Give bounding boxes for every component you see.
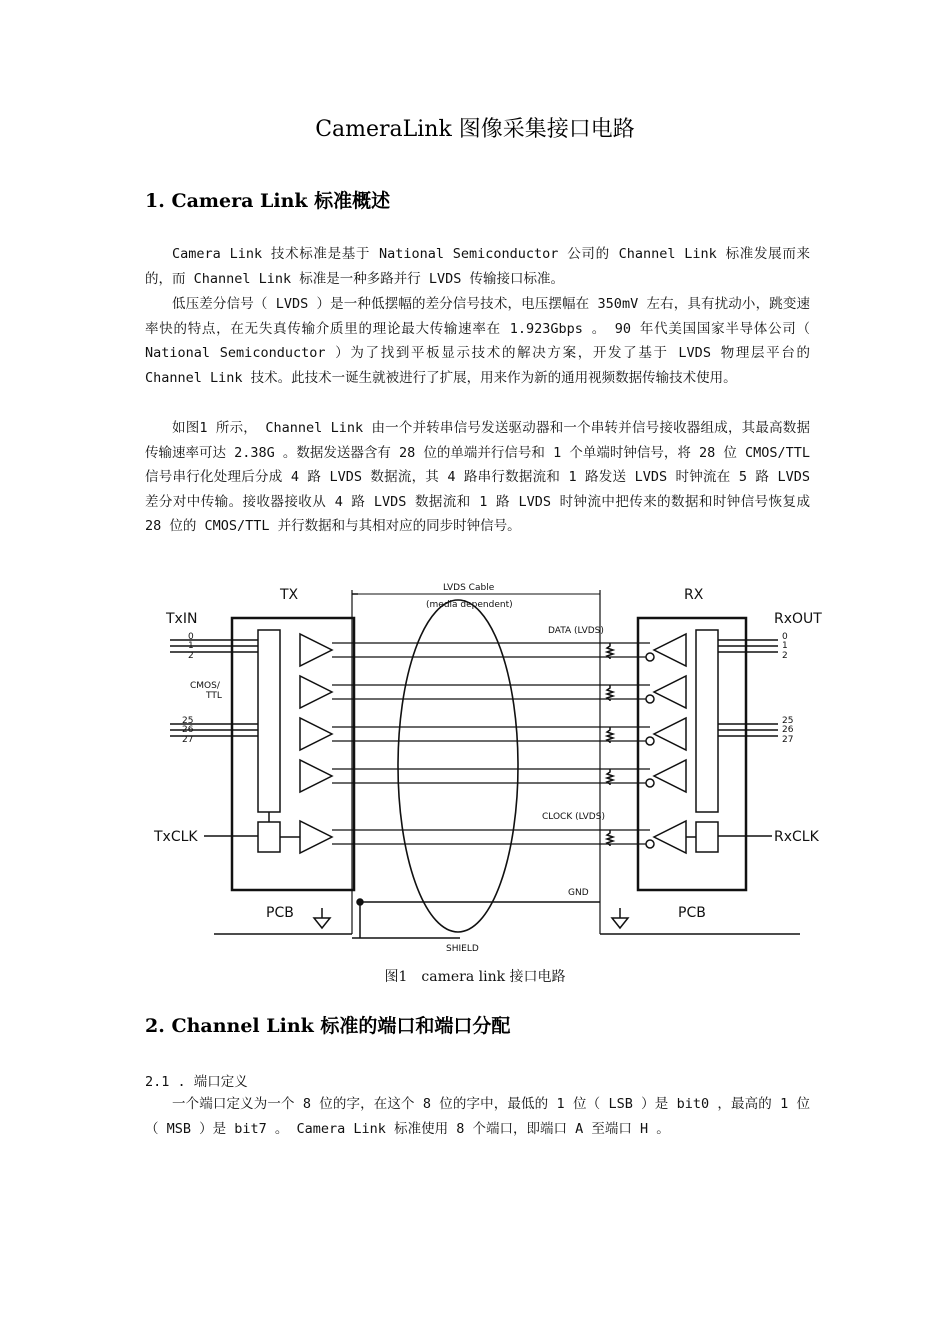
- section-1-heading: 1. Camera Link 标准概述: [145, 190, 391, 212]
- section-2-1-heading: 2.1 . 端口定义: [145, 1074, 248, 1090]
- section-2-heading: 2. Channel Link 标准的端口和端口分配: [145, 1015, 511, 1037]
- rx-label: RX: [684, 587, 704, 603]
- rx-pin-26: 26: [782, 725, 794, 735]
- tx-chip-box: [232, 618, 354, 890]
- pcb-right-label: PCB: [678, 905, 706, 921]
- rx-pin-0: 0: [782, 632, 788, 642]
- rx-pin-27: 27: [782, 735, 794, 745]
- section-1-paragraph-2: 低压差分信号（ LVDS ）是一种低摆幅的差分信号技术，电压摆幅在 350mV 左右，具有扰动小，跳变速率快的特点，在无失真传输介质里的理论最大传输速率在 1.923Gbps 。 90 年代美国国家半导体公司（ National Semiconductor ）为了找到平板显示技术的解决方案，开发了基于 LVDS 物理层平台的 Channel Link 技术。此技术一诞生就被进行了扩展，用来作为新的通用视频数据传输技术使用。: [145, 296, 810, 386]
- tx-label: TX: [280, 587, 299, 603]
- rx-pin-1: 1: [782, 641, 788, 651]
- tx-pin-0: 0: [188, 632, 194, 642]
- clock-lvds-label: CLOCK (LVDS): [542, 812, 605, 822]
- tx-pin-27: 27: [182, 735, 194, 745]
- tx-pin-25: 25: [182, 716, 194, 726]
- txin-label: TxIN: [166, 611, 198, 627]
- tx-serializer-block: [258, 630, 280, 812]
- gnd-label: GND: [568, 888, 589, 898]
- cable-sub-label: (media dependent): [426, 600, 513, 610]
- rx-pin-25: 25: [782, 716, 794, 726]
- tx-clock-block: [258, 822, 280, 852]
- pcb-left-label: PCB: [266, 905, 294, 921]
- rx-deserializer-block: [696, 630, 718, 812]
- rx-pin-2: 2: [782, 651, 788, 661]
- rxout-label: RxOUT: [774, 611, 822, 627]
- section-2-paragraph: 一个端口定义为一个 8 位的字，在这个 8 位的字中，最低的 1 位（ LSB ）是 bit0 ，最高的 1 位（ MSB ）是 bit7 。 Camera Link 标准使用 8 个端口，即端口 A 至端口 H 。: [145, 1096, 810, 1137]
- section-1-paragraph-3: 如图1 所示， Channel Link 由一个并转串信号发送驱动器和一个串转并信号接收器组成，其最高数据传输速率可达 2.38G 。数据发送器含有 28 位的单端并行信号和 1 个单端时钟信号，将 28 位 CMOS/TTL 信号串行化处理后分成 4 路 LVDS 数据流，其 4 路串行数据流和 1 路发送 LVDS 时钟流在 5 路 LVDS 差分对中传输。接收器接收从 4 路 LVDS 数据流和 1 路 LVDS 时钟流中把传来的数据和时钟信号恢复成 28 位的 CMOS/TTL 并行数据和与其相对应的同步时钟信号。: [145, 420, 810, 535]
- cmos-label: CMOS/: [190, 681, 220, 691]
- cable-label: LVDS Cable: [443, 583, 495, 593]
- txclk-label: TxCLK: [154, 829, 198, 845]
- ttl-label: TTL: [206, 691, 222, 701]
- rxclk-label: RxCLK: [774, 829, 819, 845]
- data-lvds-label: DATA (LVDS): [548, 626, 604, 636]
- tx-pin-1: 1: [188, 641, 194, 651]
- shield-label: SHIELD: [446, 944, 479, 954]
- section-1-paragraph-1: Camera Link 技术标准是基于 National Semiconductor 公司的 Channel Link 标准发展而来的，而 Channel Link 标准是一种多路并行 LVDS 传输接口标准。: [145, 246, 810, 287]
- rx-clock-block: [696, 822, 718, 852]
- tx-pin-26: 26: [182, 725, 194, 735]
- figure-caption: 图1 camera link 接口电路: [384, 969, 566, 985]
- document-title: CameraLink 图像采集接口电路: [315, 117, 635, 142]
- tx-pin-2: 2: [188, 651, 194, 661]
- camera-link-circuit-diagram: [140, 578, 822, 958]
